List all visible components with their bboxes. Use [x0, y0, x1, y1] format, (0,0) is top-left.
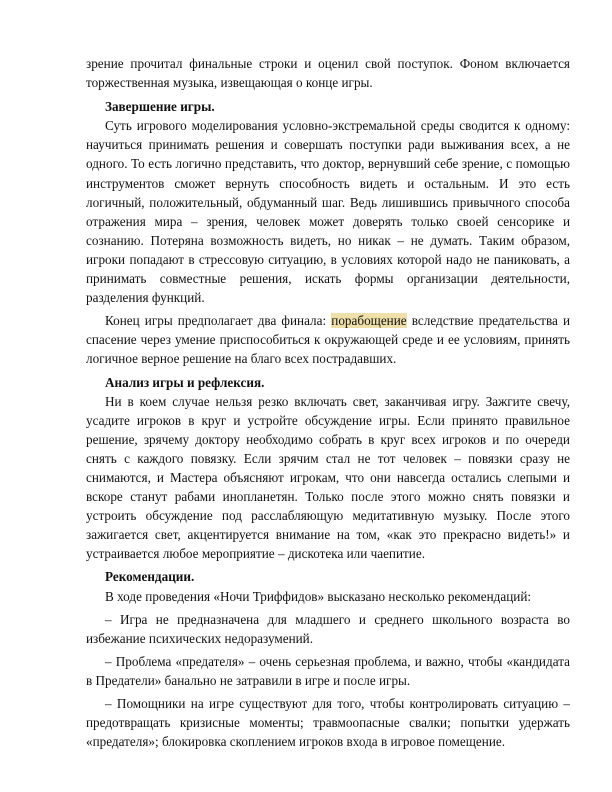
- paragraph-game-essence: Суть игрового моделирования условно-экстремальной среды сводится к одному: научиться принимать решения и совершать поступки ради выживания всех, а не одного. То есть логично представить, что доктор, вернувший себе зрение, с помощью инструментов сможет вернуть способность видеть и остальным. И это есть логичный, положительный, обдуманный шаг. Ведь лишившись привычного способа отражения мира – зрения, человек может доверять только своей сенсорике и сознанию. Потеряна возможность видеть, но никак – не думать. Таким образом, игроки попадают в стрессовую ситуацию, в условиях которой надо не паниковать, а принимать совместные решения, искать формы организации деятельности, разделения функций.: [86, 118, 570, 306]
- paragraph-two-endings-rest: вследствие предательства и спасение через умение приспособиться к окружающей среде и ее условиям, принять логичное верное решение на благо всех пострадавших.: [86, 313, 571, 367]
- highlighted-word: порабощение: [331, 313, 407, 329]
- paragraph-recommendations-intro: В ходе проведения «Ночи Триффидов» высказано несколько рекомендаций:: [105, 588, 532, 604]
- heading-recommendations: Рекомендации.: [105, 569, 195, 585]
- paragraph-two-endings-start: Конец игры предполагает два финала:: [105, 313, 332, 329]
- paragraph-continuation: зрение прочитал финальные строки и оценил свой поступок. Фоном включается торжественная музыка, извещающая о конце игры.: [86, 56, 570, 91]
- paragraph-two-endings: [86, 311, 570, 368]
- list-item-traitor: – Проблема «предателя» – очень серьезная проблема, и важно, чтобы «кандидата в Предатели» банально не затравили в игре и после игры.: [86, 653, 570, 688]
- heading-analysis: Анализ игры и рефлексия.: [105, 374, 265, 390]
- list-item-helpers: – Помощники на игре существуют для того, чтобы контролировать ситуацию – предотвращать кризисные моменты; травмоопасные свалки; попытки удержать «предателя»; блокировка скоплением игроков входа в игровое помещение.: [86, 696, 570, 750]
- list-item-age: – Игра не предназначена для младшего и среднего школьного возраста во избежание психических недоразумений.: [86, 611, 570, 646]
- heading-game-ending: Завершение игры.: [105, 99, 215, 115]
- document-page: [86, 54, 570, 751]
- paragraph-analysis: Ни в коем случае нельзя резко включать свет, заканчивая игру. Зажгите свечу, усадите игроков в круг и устройте обсуждение игры. Если принято правильное решение, зрячему доктору необходимо собрать в круг всех игроков и по очереди снять с каждого повязку. Если зрячим стал не тот человек – повязки сразу не снимаются, и Мастера объясняют игрокам, что они навсегда остались слепыми и вскоре станут рабами инопланетян. Только после этого можно снять повязки и устроить обсуждение под расслабляющую медитативную музыку. После этого зажигается свет, акцентируется внимание на том, «как это прекрасно видеть!» и устраивается любое мероприятие – дискотека или чаепитие.: [86, 393, 570, 562]
